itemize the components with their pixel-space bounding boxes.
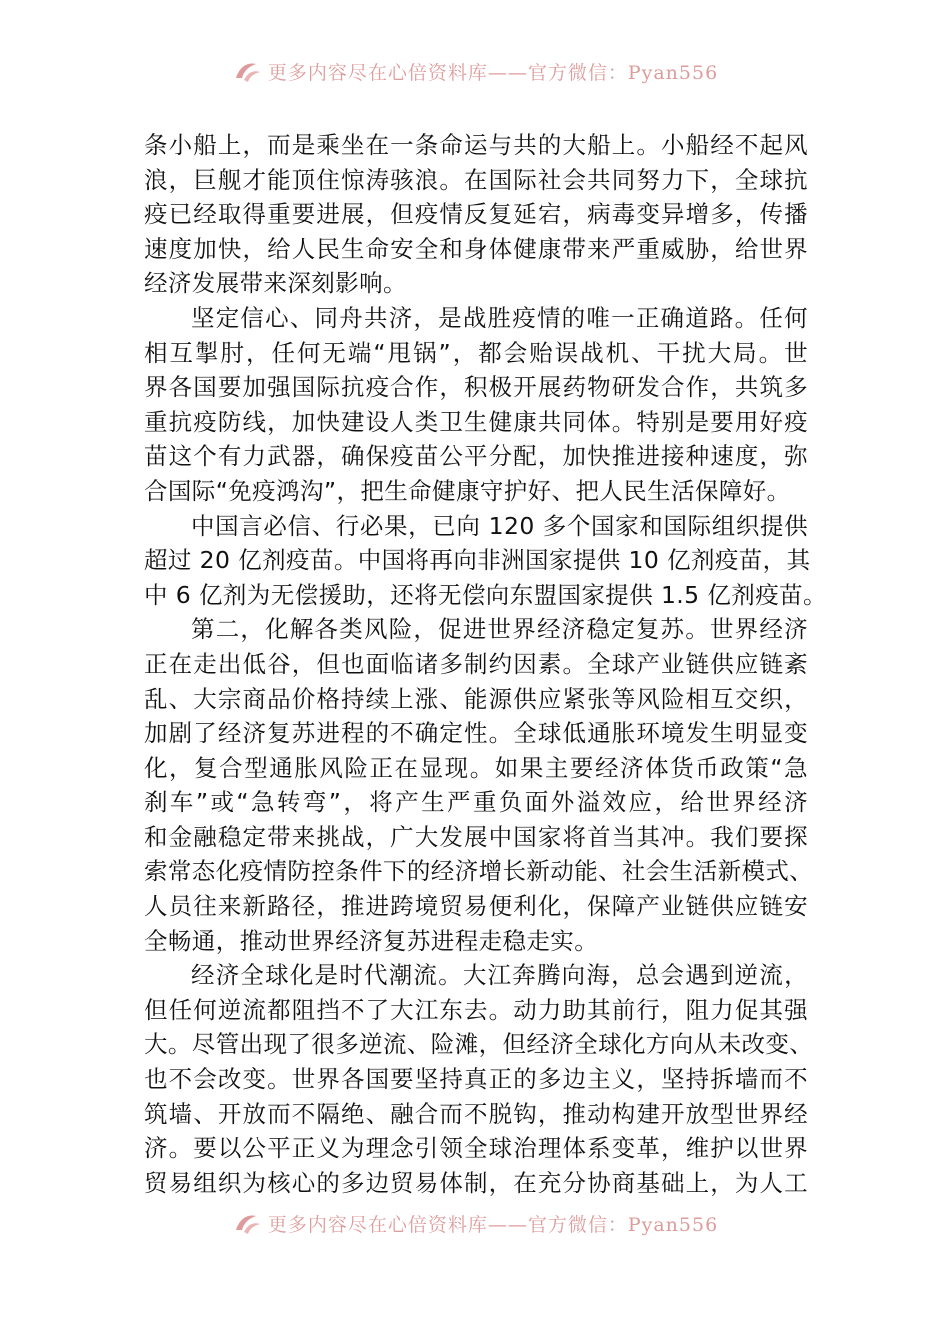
watermark-header: [0, 56, 950, 86]
text-line: 筑墙、开放而不隔绝、融合而不脱钩，推动构建开放型世界经: [144, 1099, 808, 1128]
watermark-text: 更多内容尽在心倍资料库——官方微信：Pyan556: [267, 61, 719, 84]
text-line: 浪，巨舰才能顶住惊涛骇浪。在国际社会共同努力下，全球抗: [144, 165, 808, 194]
watermark-text: 更多内容尽在心倍资料库——官方微信：Pyan556: [267, 1213, 719, 1236]
text-line: 速度加快，给人民生命安全和身体健康带来严重威胁，给世界: [144, 234, 808, 263]
text-line: 超过 20 亿剂疫苗。中国将再向非洲国家提供 10 亿剂疫苗，其: [144, 546, 811, 575]
text-line: 相互掣肘，任何无端“甩锅”，都会贻误战机、干扰大局。世: [144, 338, 808, 367]
text-line: 贸易组织为核心的多边贸易体制，在充分协商基础上，为人工: [144, 1168, 808, 1197]
text-line: 合国际“免疫鸿沟”，把生命健康守护好、把人民生活保障好。: [144, 476, 791, 505]
text-line: 化，复合型通胀风险正在显现。如果主要经济体货币政策“急: [144, 753, 808, 782]
text-line: 中国言必信、行必果，已向 120 多个国家和国际组织提供: [191, 511, 808, 540]
text-line: 索常态化疫情防控条件下的经济增长新动能、社会生活新模式、: [144, 857, 814, 886]
text-line: 加剧了经济复苏进程的不确定性。全球低通胀环境发生明显变: [144, 719, 808, 748]
text-line: 条小船上，而是乘坐在一条命运与共的大船上。小船经不起风: [144, 131, 808, 159]
text-line: 疫已经取得重要进展，但疫情反复延宕，病毒变异增多，传播: [144, 200, 808, 229]
watermark-logo-icon: [232, 1210, 262, 1236]
text-line: 界各国要加强国际抗疫合作，积极开展药物研发合作，共筑多: [144, 373, 808, 402]
text-line: 第二，化解各类风险，促进世界经济稳定复苏。世界经济: [191, 615, 808, 644]
text-line: 也不会改变。世界各国要坚持真正的多边主义，坚持拆墙而不: [144, 1065, 808, 1094]
watermark-logo-icon: [232, 58, 262, 84]
text-line: 坚定信心、同舟共济，是战胜疫情的唯一正确道路。任何: [191, 303, 808, 332]
text-line: 正在走出低谷，但也面临诸多制约因素。全球产业链供应链紊: [144, 649, 808, 678]
text-line: 刹车”或“急转弯”，将产生严重负面外溢效应，给世界经济: [144, 788, 808, 817]
text-line: 但任何逆流都阻挡不了大江东去。动力助其前行，阻力促其强: [144, 995, 808, 1024]
text-line: 经济全球化是时代潮流。大江奔腾向海，总会遇到逆流，: [191, 961, 808, 990]
text-line: 中 6 亿剂为无偿援助，还将无偿向东盟国家提供 1.5 亿剂疫苗。: [144, 580, 827, 609]
text-line: 济。要以公平正义为理念引领全球治理体系变革，维护以世界: [144, 1134, 808, 1163]
text-line: 经济发展带来深刻影响。: [144, 269, 407, 298]
text-line: 全畅通，推动世界经济复苏进程走稳走实。: [144, 926, 599, 955]
watermark-footer: [0, 1208, 950, 1238]
document-body: [144, 128, 827, 1200]
text-line: 乱、大宗商品价格持续上涨、能源供应紧张等风险相互交织，: [144, 684, 808, 713]
text-line: 人员往来新路径，推进跨境贸易便利化，保障产业链供应链安: [144, 892, 808, 921]
text-line: 苗这个有力武器，确保疫苗公平分配，加快推进接种速度，弥: [144, 442, 808, 471]
text-line: 重抗疫防线，加快建设人类卫生健康共同体。特别是要用好疫: [144, 407, 808, 436]
text-line: 和金融稳定带来挑战，广大发展中国家将首当其冲。我们要探: [144, 822, 808, 851]
text-line: 大。尽管出现了很多逆流、险滩，但经济全球化方向从未改变、: [144, 1030, 814, 1059]
